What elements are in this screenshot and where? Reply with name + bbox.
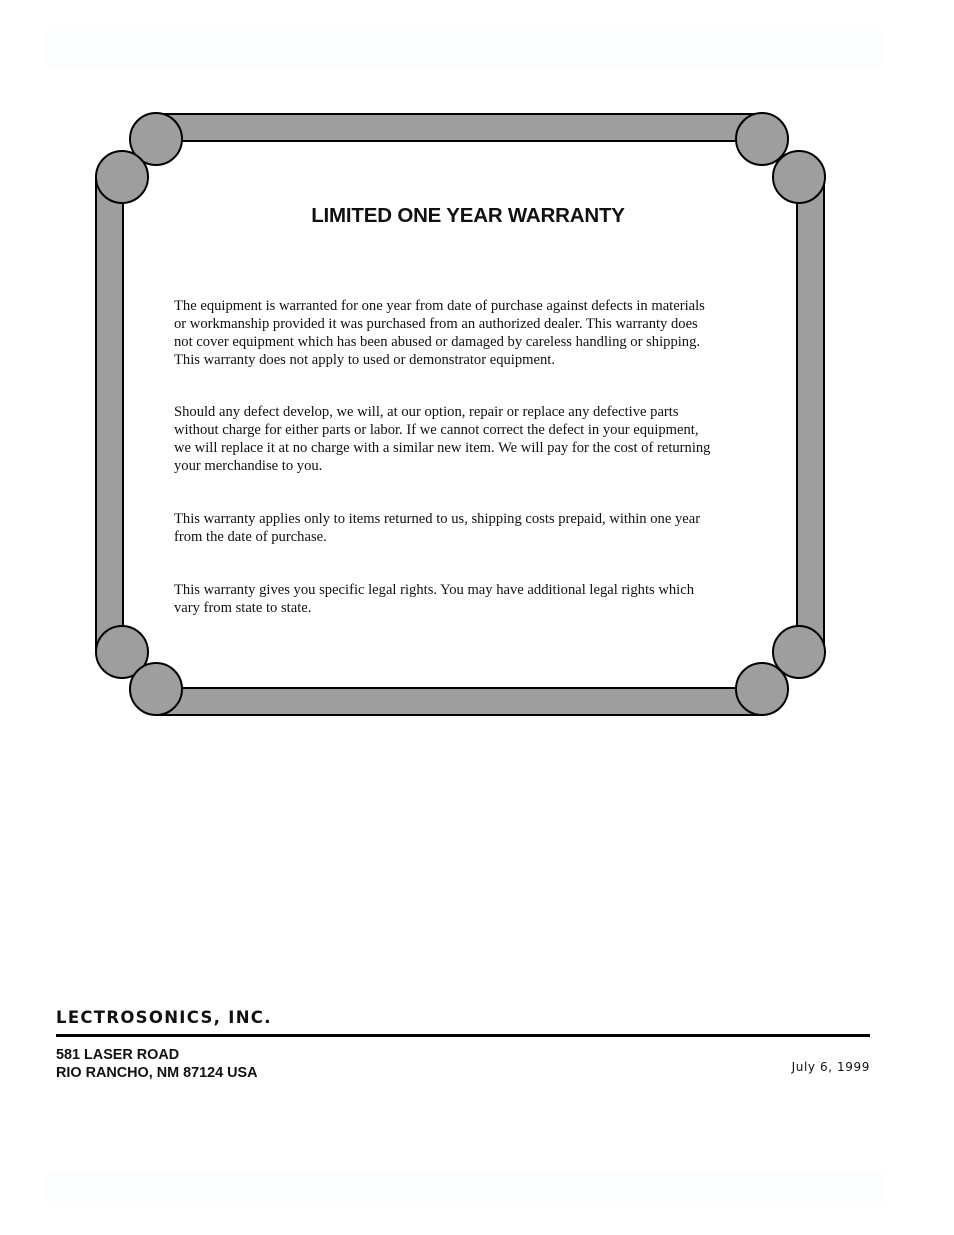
warranty-paragraph-repair: Should any defect develop, we will, at our option, repair or replace any defective parts without charge for either parts or labor. If we cannot correct the defect in your equipment, we will replace it at no charge with a similar new item. We will pay for the cost of returning your merchandise to you. [174, 404, 711, 474]
address-city: RIO RANCHO, NM 87124 USA [56, 1065, 258, 1081]
frame-corner-circle [736, 663, 788, 715]
warranty-title: LIMITED ONE YEAR WARRANTY [311, 204, 625, 227]
document-date: July 6, 1999 [791, 1060, 870, 1074]
frame-corner-circle [96, 151, 148, 203]
page-tint-bottom [46, 1172, 886, 1206]
frame-bar-bottom [156, 688, 762, 715]
frame-corner-circle [773, 151, 825, 203]
frame-corner-circle [130, 663, 182, 715]
frame-bar-right [797, 177, 824, 653]
frame-corner-circle [736, 113, 788, 165]
warranty-paragraph-legal-rights: This warranty gives you specific legal rights. You may have additional legal rights which vary from state to state. [174, 582, 694, 616]
warranty-paragraph-coverage: The equipment is warranted for one year from date of purchase against defects in materials or workmanship provided it was purchased from an authorized dealer. This warranty does not cover equipment which has been abused or damaged by careless handling or shipping. This warranty does not apply to used or demonstrator equipment. [174, 298, 705, 368]
frame-bar-top [156, 114, 762, 141]
warranty-paragraph-returns: This warranty applies only to items returned to us, shipping costs prepaid, within one year from the date of purchase. [174, 511, 701, 545]
address-street: 581 LASER ROAD [56, 1047, 180, 1063]
frame-bar-left [96, 177, 123, 653]
footer-divider [56, 1034, 870, 1037]
company-name: LECTROSONICS, INC. [56, 1008, 272, 1027]
